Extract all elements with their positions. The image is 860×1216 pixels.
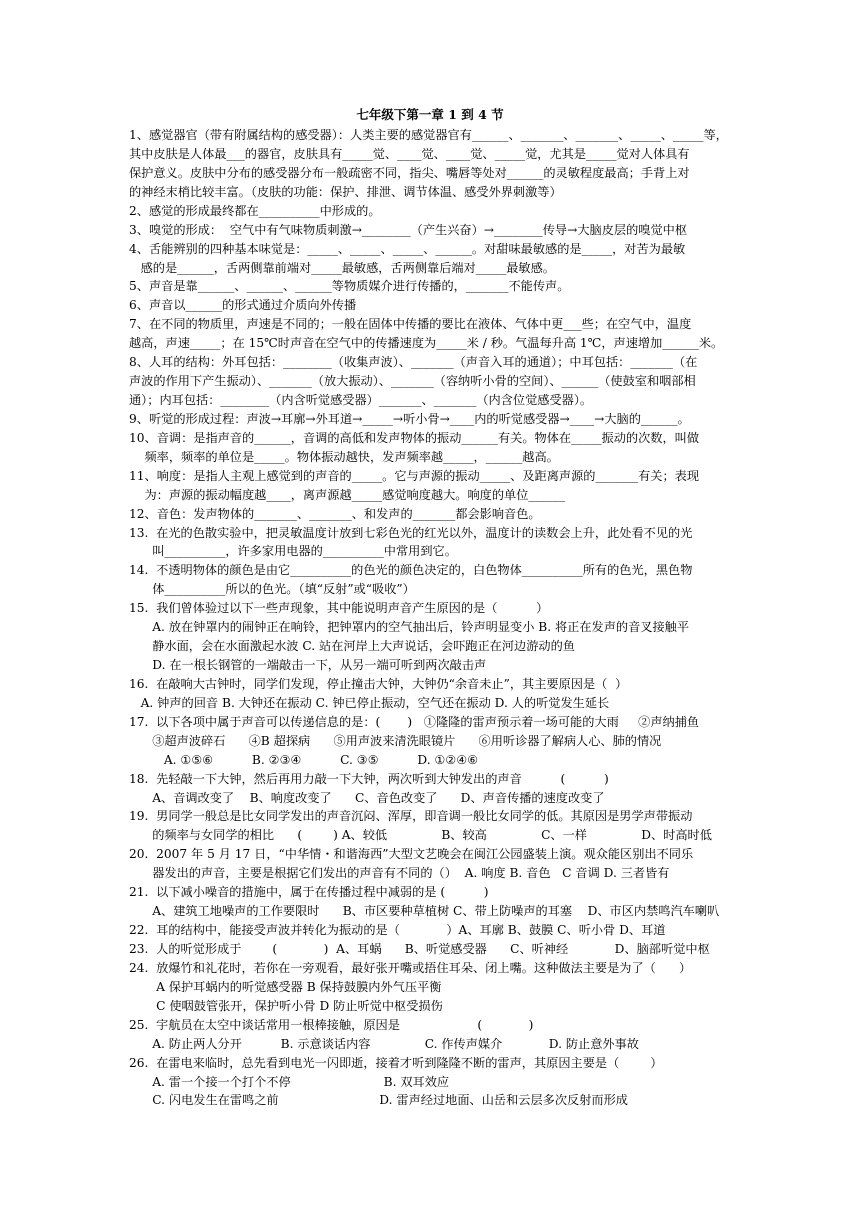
text-line: 的频率与女同学的相比 ( ) A、较低 B、较高 C、一样 D、时高时低 <box>129 828 712 842</box>
text-line: 16. 在敲响大古钟时，同学们发现，停止撞击大钟，大钟仍“余音未止”，其主要原因是（ ） <box>129 677 628 691</box>
text-line: 19. 男同学一般总是比女同学发出的声音沉闷、浑厚，即音调一般比女同学的低。其原因是男学声带振动 <box>129 809 693 823</box>
text-line: 通）；内耳包括：________（内含听觉感受器）_______、_______（内含位觉感受器）。 <box>129 393 593 407</box>
text-line: 15. 我们曾体验过以下一些声现象，其中能说明声音产生原因的是（ ） <box>129 601 549 615</box>
text-line: C 使咽鼓管张开，保护听小骨 D 防止听觉中枢受损伤 <box>129 999 443 1013</box>
text-line: 其中皮肤是人体最___的器官，皮肤具有_____觉、____觉、____觉、_____觉，尤其是_____觉对人体具有 <box>129 147 690 161</box>
text-line: 6、声音以______的形式通过介质向外传播 <box>129 298 357 312</box>
text-line: 保护意义。皮肤中分布的感受器分布一般疏密不同，指尖、嘴唇等处对______的灵敏程度最高；手背上对 <box>129 166 690 180</box>
text-line: D. 在一根长钢管的一端敲击一下，从另一端可听到两次敲击声 <box>129 658 487 672</box>
text-line: 9、听觉的形成过程：声波→耳廓→外耳道→_____→听小骨→____内的听觉感受器→____→大脑的______。 <box>129 412 690 426</box>
text-line: 3、嗅觉的形成： 空气中有气味物质刺激→________（产生兴奋）→________传导→大脑皮层的嗅觉中枢 <box>129 223 688 237</box>
text-line: 24. 放爆竹和礼花时，若你在一旁观看，最好张开嘴或捂住耳朵、闭上嘴。这种做法主要是为了（ ） <box>129 961 692 975</box>
text-line: 10、音调：是指声音的______，音调的高低和发声物体的振动______有关。物体在_____振动的次数，叫做 <box>129 431 700 445</box>
text-line: 17. 以下各项中属于声音可以传递信息的是：( ) ①隆隆的雷声预示着一场可能的大雨 ②声纳捕鱼 <box>129 715 700 729</box>
text-line: 体__________所以的色光。（填“反射”或“吸收”） <box>129 582 415 596</box>
text-line: 4、舌能辨别的四种基本味觉是：_____、_____、_____、______。对甜味最敏感的是_____，对苦为最敏 <box>129 242 686 256</box>
text-line: 11、响度：是指人主观上感觉到的声音的_____。它与声源的振动_____、及距离声源的_______有关；表现 <box>129 469 700 483</box>
text-line: 越高，声速_____；在 15℃时声音在空气中的传播速度为_____米 / 秒。气温每升高 1℃，声速增加______米。 <box>129 336 724 350</box>
text-line: A. 放在钟罩内的闹钟正在响铃，把钟罩内的空气抽出后，铃声明显变小 B. 将正在发声的音叉接触平 <box>129 620 690 634</box>
text-line: 7、在不同的物质里，声速是不同的；一般在固体中传播的要比在液体、气体中更___些；在空气中，温度 <box>129 317 692 331</box>
text-line: A. 防止两人分开 B. 示意谈话内容 C. 作传声媒介 D. 防止意外事故 <box>129 1037 639 1051</box>
text-line: 感的是______，舌两侧靠前端对_____最敏感，舌两侧靠后端对_____最敏感。 <box>129 261 555 275</box>
text-line: A. ①⑤⑥ B. ②③④ C. ③⑤ D. ①②④⑥ <box>129 753 479 767</box>
text-line: 12、音色：发声物体的_______、_______、和发声的_______都会影响音色。 <box>129 507 541 521</box>
text-line: 2、感觉的形成最终都在__________中形成的。 <box>129 204 381 218</box>
text-line: 5、声音是靠______、______、______等物质媒介进行传播的，_______不能传声。 <box>129 279 570 293</box>
text-line: 8、人耳的结构：外耳包括：________（收集声波）、_______（声音入耳的通道）；中耳包括：_______（在 <box>129 355 698 369</box>
text-line: 1、感觉器官（带有附属结构的感受器）：人类主要的感觉器官有______、_______、_______、_____、_____等， <box>129 128 728 142</box>
text-line: 静水面，会在水面激起水波 C. 站在河岸上大声说话，会吓跑正在河边游动的鱼 <box>129 639 575 653</box>
text-line: A、建筑工地噪声的工作要限时 B、市区要种草植树 C、带上防噪声的耳塞 D、市区内禁鸣汽车喇叭 <box>129 904 720 918</box>
text-line: 20. 2007 年 5 月 17 日，“中华情・和谐海西”大型文艺晚会在闽江公园盛装上演。观众能区别出不同乐 <box>129 847 694 861</box>
text-line: 21. 以下减小噪音的措施中，属于在传播过程中减弱的是 ( ) <box>129 885 489 899</box>
text-line: 声波的作用下产生振动）、_______（放大振动）、_______（容纳听小骨的空间）、______（使鼓室和咽部相 <box>129 374 696 388</box>
text-line: 22. 耳的结构中，能接受声波并转化为振动的是（ ）A、耳廓 B、鼓膜 C、听小骨 D、耳道 <box>129 923 666 937</box>
text-line: A. 雷一个接一个打个不停 B. 双耳效应 <box>129 1075 450 1089</box>
text-line: ③超声波碎石 ④B 超探病 ⑤用声波来清洗眼镜片 ⑥用听诊器了解病人心、肺的情况 <box>129 734 662 748</box>
text-line: 器发出的声音，主要是根据它们发出的声音有不同的（） A. 响度 B. 音色 C 音调 D. 三者皆有 <box>129 866 670 880</box>
text-line: A、音调改变了 B、响度改变了 C、音色改变了 D、声音传播的速度改变了 <box>129 791 605 805</box>
text-line: A. 钟声的回音 B. 大钟还在振动 C. 钟已停止振动，空气还在振动 D. 人的听觉发生延长 <box>129 696 610 710</box>
text-line: C. 闪电发生在雷鸣之前 D. 雷声经过地面、山岳和云层多次反射而形成 <box>129 1093 628 1107</box>
text-line: 的神经末梢比较丰富。（皮肤的功能：保护、排泄、调节体温、感受外界刺激等） <box>129 185 562 199</box>
text-line: 频率，频率的单位是_____。物体振动越快，发声频率越_____，______越高。 <box>129 450 559 464</box>
document-title: 七年级下第一章 1 到 4 节 <box>356 107 504 122</box>
text-line: 23. 人的听觉形成于 ( ) A、耳蜗 B、听觉感受器 C、听神经 D、脑部听觉中枢 <box>129 942 710 956</box>
text-line: A 保护耳蜗内的听觉感受器 B 保持鼓膜内外气压平衡 <box>129 980 442 994</box>
text-line: 25. 宇航员在太空中谈话常用一根棒接触，原因是 ( ) <box>129 1018 534 1032</box>
text-line: 叫__________，许多家用电器的__________中常用到它。 <box>129 544 457 558</box>
text-line: 为：声源的振动幅度越____，离声源越_____感觉响度越大。响度的单位______ <box>129 488 565 502</box>
text-line: 26. 在雷电来临时，总先看到电光一闪即逝，接着才听到隆隆不断的雷声，其原因主要是（ ） <box>129 1056 663 1070</box>
text-line: 14. 不透明物体的颜色是由它__________的色光的颜色决定的，白色物体__________所有的色光，黑色物 <box>129 563 693 577</box>
text-line: 18. 先轻敲一下大钟，然后再用力敲一下大钟，两次听到大钟发出的声音 ( ) <box>129 772 609 786</box>
text-line: 13. 在光的色散实验中，把灵敏温度计放到七彩色光的红光以外，温度计的读数会上升，此处看不见的光 <box>129 526 693 540</box>
